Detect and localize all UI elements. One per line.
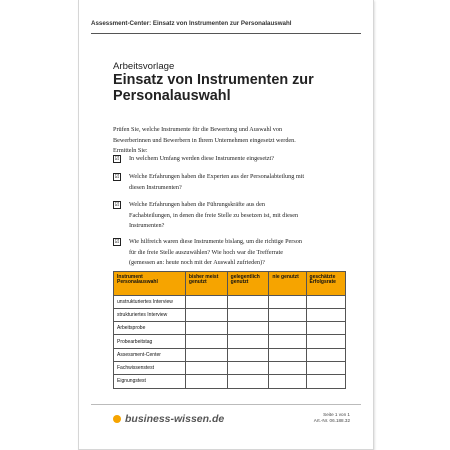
table-cell[interactable]	[185, 348, 227, 361]
table-cell[interactable]	[306, 308, 345, 321]
question-item-3	[113, 200, 349, 232]
document-subtitle: Arbeitsvorlage	[113, 61, 175, 72]
table-cell[interactable]	[227, 308, 269, 321]
table-row	[114, 335, 346, 348]
table-cell[interactable]	[185, 361, 227, 374]
row-instrument-name: Assessment-Center	[114, 348, 186, 361]
table-row	[114, 361, 346, 374]
intro-paragraph	[113, 125, 343, 157]
table-row	[114, 348, 346, 361]
table-cell[interactable]	[227, 295, 269, 308]
column-header-occasionally-used: gelegentlich genutzt	[227, 272, 269, 296]
table-cell[interactable]	[306, 322, 345, 335]
column-header-mostly-used: bisher meist genutzt	[185, 272, 227, 296]
running-header: Assessment-Center: Einsatz von Instrumenten zur Personalauswahl	[91, 20, 292, 27]
question-text: Fachabteilungen, in denen die freie Stelle zu besetzen ist, mit diesen	[129, 211, 299, 219]
column-header-never-used: nie genutzt	[269, 272, 306, 296]
checkbox-icon[interactable]: ☑	[114, 202, 120, 208]
table-cell[interactable]	[185, 375, 227, 388]
question-text: Welche Erfahrungen haben die Führungskräfte aus den	[129, 201, 265, 208]
table-cell[interactable]	[306, 295, 345, 308]
question-text: (gemessen an: heute noch mit der Auswahl zufrieden)?	[129, 259, 265, 266]
table-cell[interactable]	[269, 308, 306, 321]
table-cell[interactable]	[185, 335, 227, 348]
checkbox-icon[interactable]: ☑	[114, 156, 120, 162]
row-instrument-name: Probearbeitstag	[114, 335, 186, 348]
intro-line: Bewerberinnen und Bewerbern in Ihrem Unternehmen eingesetzt werden.	[113, 136, 296, 144]
column-header-success-rate: geschätzte Erfolgsrate	[306, 272, 345, 296]
question-item-2	[113, 172, 349, 193]
row-instrument-name: Arbeitsprobe	[114, 322, 186, 335]
table-cell[interactable]	[306, 375, 345, 388]
table-cell[interactable]	[227, 348, 269, 361]
instrument-table	[113, 271, 346, 389]
question-item-4	[113, 237, 349, 269]
question-text: Instrumenten?	[129, 222, 165, 229]
row-instrument-name: Fachwissenstest	[114, 361, 186, 374]
logo-text: business-wissen.de	[125, 413, 225, 425]
row-instrument-name: strukturiertes Interview	[114, 308, 186, 321]
column-header-instrument: Instrument Personalauswahl	[114, 272, 186, 296]
footer-divider	[91, 404, 361, 405]
question-text: In welchem Umfang werden diese Instrumente eingesetzt?	[129, 155, 275, 162]
table-cell[interactable]	[185, 295, 227, 308]
table-cell[interactable]	[185, 308, 227, 321]
table-row	[114, 308, 346, 321]
table-cell[interactable]	[227, 335, 269, 348]
checkbox-icon[interactable]: ☑	[114, 174, 120, 180]
intro-line: Prüfen Sie, welche Instrumente für die Bewertung und Auswahl von	[113, 126, 283, 133]
row-instrument-name: Eignungstest	[114, 375, 186, 388]
table-row	[114, 375, 346, 388]
table-cell[interactable]	[269, 295, 306, 308]
table-cell[interactable]	[227, 361, 269, 374]
question-text: für die freie Stelle auszuwählen? Wie hoch war die Trefferrate	[129, 248, 283, 256]
intro-line: Ermitteln Sie:	[113, 147, 148, 154]
table-cell[interactable]	[269, 375, 306, 388]
table-cell[interactable]	[306, 335, 345, 348]
table-cell[interactable]	[227, 322, 269, 335]
table-cell[interactable]	[306, 361, 345, 374]
table-cell[interactable]	[269, 348, 306, 361]
table-cell[interactable]	[269, 322, 306, 335]
page-info	[314, 412, 350, 425]
article-number: Art.-Nr. 06.188.32	[313, 418, 350, 424]
question-text: Welche Erfahrungen haben die Experten aus der Personalabteilung mit	[129, 173, 305, 180]
row-instrument-name: unstrukturiertes Interview	[114, 295, 186, 308]
table-row	[114, 322, 346, 335]
question-item-1	[113, 154, 349, 165]
table-cell[interactable]	[269, 335, 306, 348]
question-text: Wie hilfreich waren diese Instrumente bislang, um die richtige Person	[129, 238, 302, 245]
table-cell[interactable]	[227, 375, 269, 388]
document-title: Einsatz von Instrumenten zur Personalauswahl	[113, 72, 314, 104]
business-wissen-logo	[113, 413, 224, 425]
table-cell[interactable]	[306, 348, 345, 361]
checkbox-icon[interactable]: ☑	[114, 239, 120, 245]
table-row	[114, 295, 346, 308]
question-text: diesen Instrumenten?	[129, 183, 182, 191]
table-cell[interactable]	[185, 322, 227, 335]
logo-dot-icon	[113, 415, 121, 423]
document-page	[78, 0, 374, 450]
page-number: Seite 1 von 1	[323, 412, 350, 417]
header-divider	[91, 33, 361, 34]
table-cell[interactable]	[269, 361, 306, 374]
table-header-row	[114, 272, 346, 296]
